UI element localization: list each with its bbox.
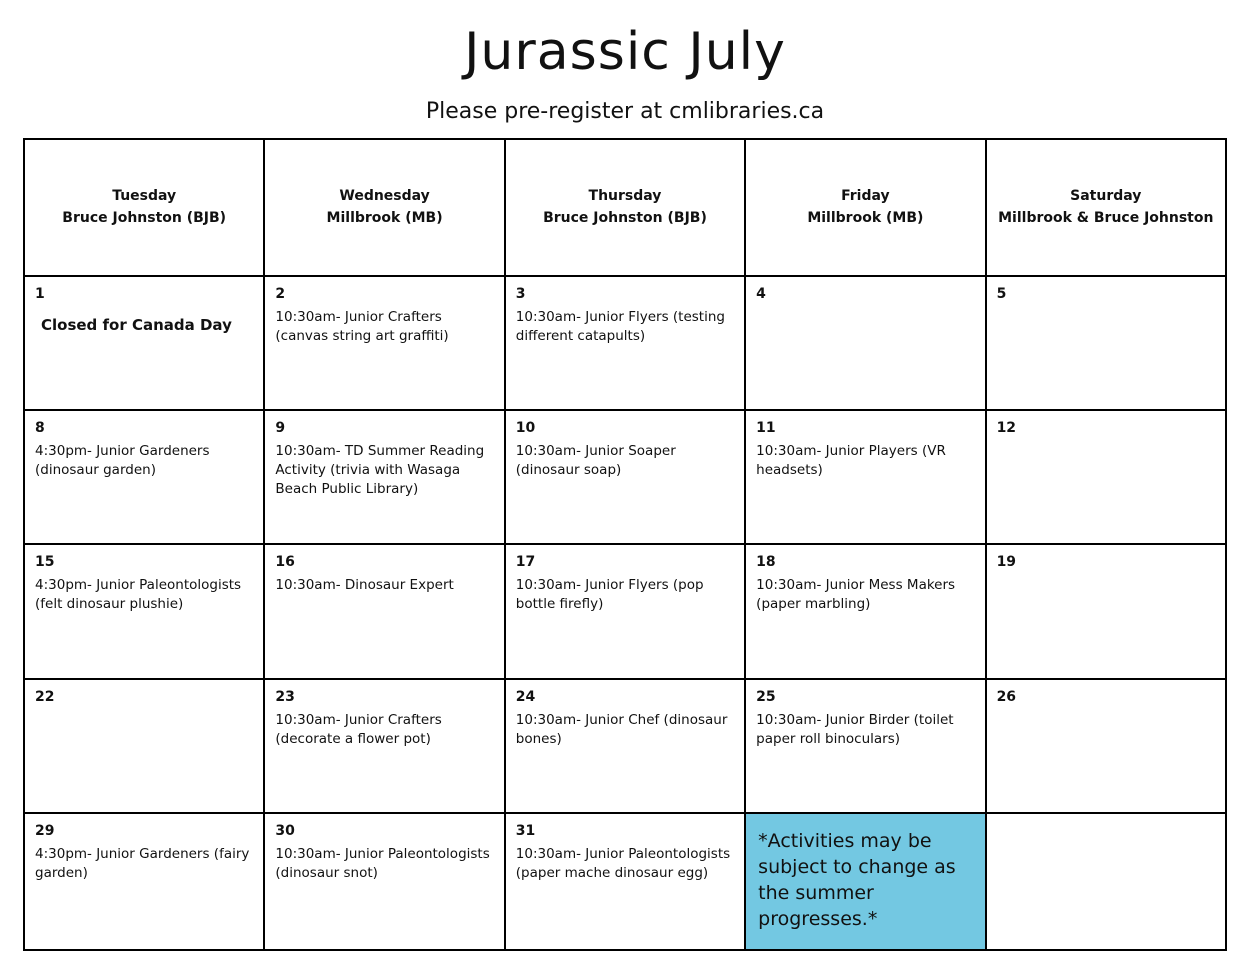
column-day: Saturday bbox=[1070, 188, 1142, 205]
event-text: 10:30am- Junior Players (VR headsets) bbox=[756, 443, 946, 478]
event-text: 10:30am- TD Summer Reading Activity (trivia with Wasaga Beach Public Library) bbox=[275, 443, 485, 497]
column-location: Millbrook & Bruce Johnston bbox=[998, 210, 1214, 227]
calendar-header-row bbox=[24, 139, 1226, 276]
event-text: 10:30am- Junior Crafters (canvas string art graffiti) bbox=[275, 308, 449, 344]
calendar-day-cell bbox=[505, 410, 745, 544]
event-text: 10:30am- Junior Paleontologists (paper mache dinosaur egg) bbox=[515, 846, 731, 882]
day-number: 3 bbox=[515, 285, 526, 302]
calendar-empty-cell bbox=[986, 813, 1226, 950]
column-location: Millbrook (MB) bbox=[807, 210, 924, 227]
calendar-day-cell bbox=[986, 679, 1226, 813]
day-number: 10 bbox=[515, 420, 536, 436]
column-header-tuesday bbox=[24, 139, 264, 276]
calendar-day-cell bbox=[264, 679, 504, 813]
event-text: 10:30am- Junior Flyers (pop bottle firefly) bbox=[515, 577, 704, 613]
calendar-day-cell bbox=[24, 276, 264, 410]
day-number: 8 bbox=[35, 420, 45, 436]
calendar-day-cell bbox=[986, 544, 1226, 678]
day-number: 2 bbox=[275, 285, 286, 302]
calendar-day-cell bbox=[505, 679, 745, 813]
day-number: 11 bbox=[756, 420, 776, 436]
column-day: Friday bbox=[841, 188, 890, 205]
day-number: 12 bbox=[996, 420, 1017, 436]
calendar-day-cell bbox=[986, 276, 1226, 410]
disclaimer-note bbox=[745, 813, 985, 950]
page-title: Jurassic July bbox=[464, 22, 786, 82]
disclaimer-text: *Activities may be subject to change as the summer progresses.* bbox=[758, 830, 956, 931]
calendar-day-cell bbox=[264, 276, 504, 410]
event-text: 10:30am- Junior Soaper (dinosaur soap) bbox=[515, 443, 676, 478]
day-number: 16 bbox=[275, 554, 295, 571]
day-number: 1 bbox=[35, 285, 45, 302]
calendar-day-cell bbox=[745, 679, 985, 813]
column-location: Millbrook (MB) bbox=[326, 210, 443, 227]
calendar-day-cell bbox=[24, 679, 264, 813]
day-number: 26 bbox=[996, 688, 1017, 705]
event-text: 10:30am- Junior Flyers (testing different catapults) bbox=[515, 308, 725, 344]
column-location: Bruce Johnston (BJB) bbox=[62, 210, 227, 227]
calendar-day-cell bbox=[264, 410, 504, 544]
calendar-week-row bbox=[24, 544, 1226, 678]
calendar-day-cell bbox=[24, 410, 264, 544]
day-number: 17 bbox=[515, 554, 536, 571]
event-text: 4:30pm- Junior Gardeners (dinosaur garden) bbox=[35, 443, 210, 478]
day-number: 29 bbox=[35, 823, 55, 840]
event-text: 10:30am- Junior Mess Makers (paper marbling) bbox=[756, 577, 956, 613]
column-day: Tuesday bbox=[112, 188, 177, 205]
calendar-day-cell bbox=[24, 813, 264, 950]
calendar-table bbox=[23, 138, 1227, 951]
column-day: Thursday bbox=[588, 188, 662, 205]
event-text: 10:30am- Junior Birder (toilet paper roll binoculars) bbox=[756, 711, 954, 747]
day-number: 4 bbox=[756, 285, 766, 302]
event-text: 4:30pm- Junior Gardeners (fairy garden) bbox=[35, 846, 250, 882]
calendar-day-cell bbox=[264, 544, 504, 678]
day-number: 22 bbox=[35, 688, 55, 705]
day-number: 19 bbox=[996, 554, 1017, 571]
day-number: 23 bbox=[275, 688, 295, 705]
column-header-friday bbox=[745, 139, 985, 276]
column-day: Wednesday bbox=[339, 188, 430, 205]
event-text: 10:30am- Dinosaur Expert bbox=[275, 577, 454, 594]
calendar-day-cell bbox=[745, 544, 985, 678]
day-number: 5 bbox=[996, 285, 1007, 302]
column-header-thursday bbox=[505, 139, 745, 276]
calendar-week-row bbox=[24, 410, 1226, 544]
calendar-week-row bbox=[24, 679, 1226, 813]
calendar-day-cell bbox=[745, 276, 985, 410]
column-location: Bruce Johnston (BJB) bbox=[543, 210, 707, 227]
day-number: 25 bbox=[756, 688, 776, 705]
day-number: 15 bbox=[35, 554, 55, 571]
day-number: 18 bbox=[756, 554, 776, 571]
day-number: 24 bbox=[515, 688, 536, 705]
event-text: 10:30am- Junior Chef (dinosaur bones) bbox=[515, 711, 728, 747]
calendar-week-row bbox=[24, 276, 1226, 410]
closed-notice: Closed for Canada Day bbox=[41, 315, 232, 334]
event-text: 4:30pm- Junior Paleontologists (felt dinosaur plushie) bbox=[35, 577, 242, 613]
event-text: 10:30am- Junior Crafters (decorate a flower pot) bbox=[275, 711, 442, 747]
calendar-week-row bbox=[24, 813, 1226, 950]
calendar-day-cell bbox=[264, 813, 504, 950]
day-number: 9 bbox=[275, 420, 286, 436]
column-header-saturday bbox=[986, 139, 1226, 276]
calendar-day-cell bbox=[986, 410, 1226, 544]
day-number: 30 bbox=[275, 823, 295, 840]
event-text: 10:30am- Junior Paleontologists (dinosaur snot) bbox=[275, 846, 490, 882]
page-subtitle: Please pre-register at cmlibraries.ca bbox=[425, 99, 825, 124]
day-number: 31 bbox=[515, 823, 536, 840]
calendar-day-cell bbox=[505, 544, 745, 678]
calendar-day-cell bbox=[24, 544, 264, 678]
calendar-day-cell bbox=[505, 813, 745, 950]
calendar-day-cell bbox=[505, 276, 745, 410]
column-header-wednesday bbox=[264, 139, 504, 276]
calendar-day-cell bbox=[745, 410, 985, 544]
